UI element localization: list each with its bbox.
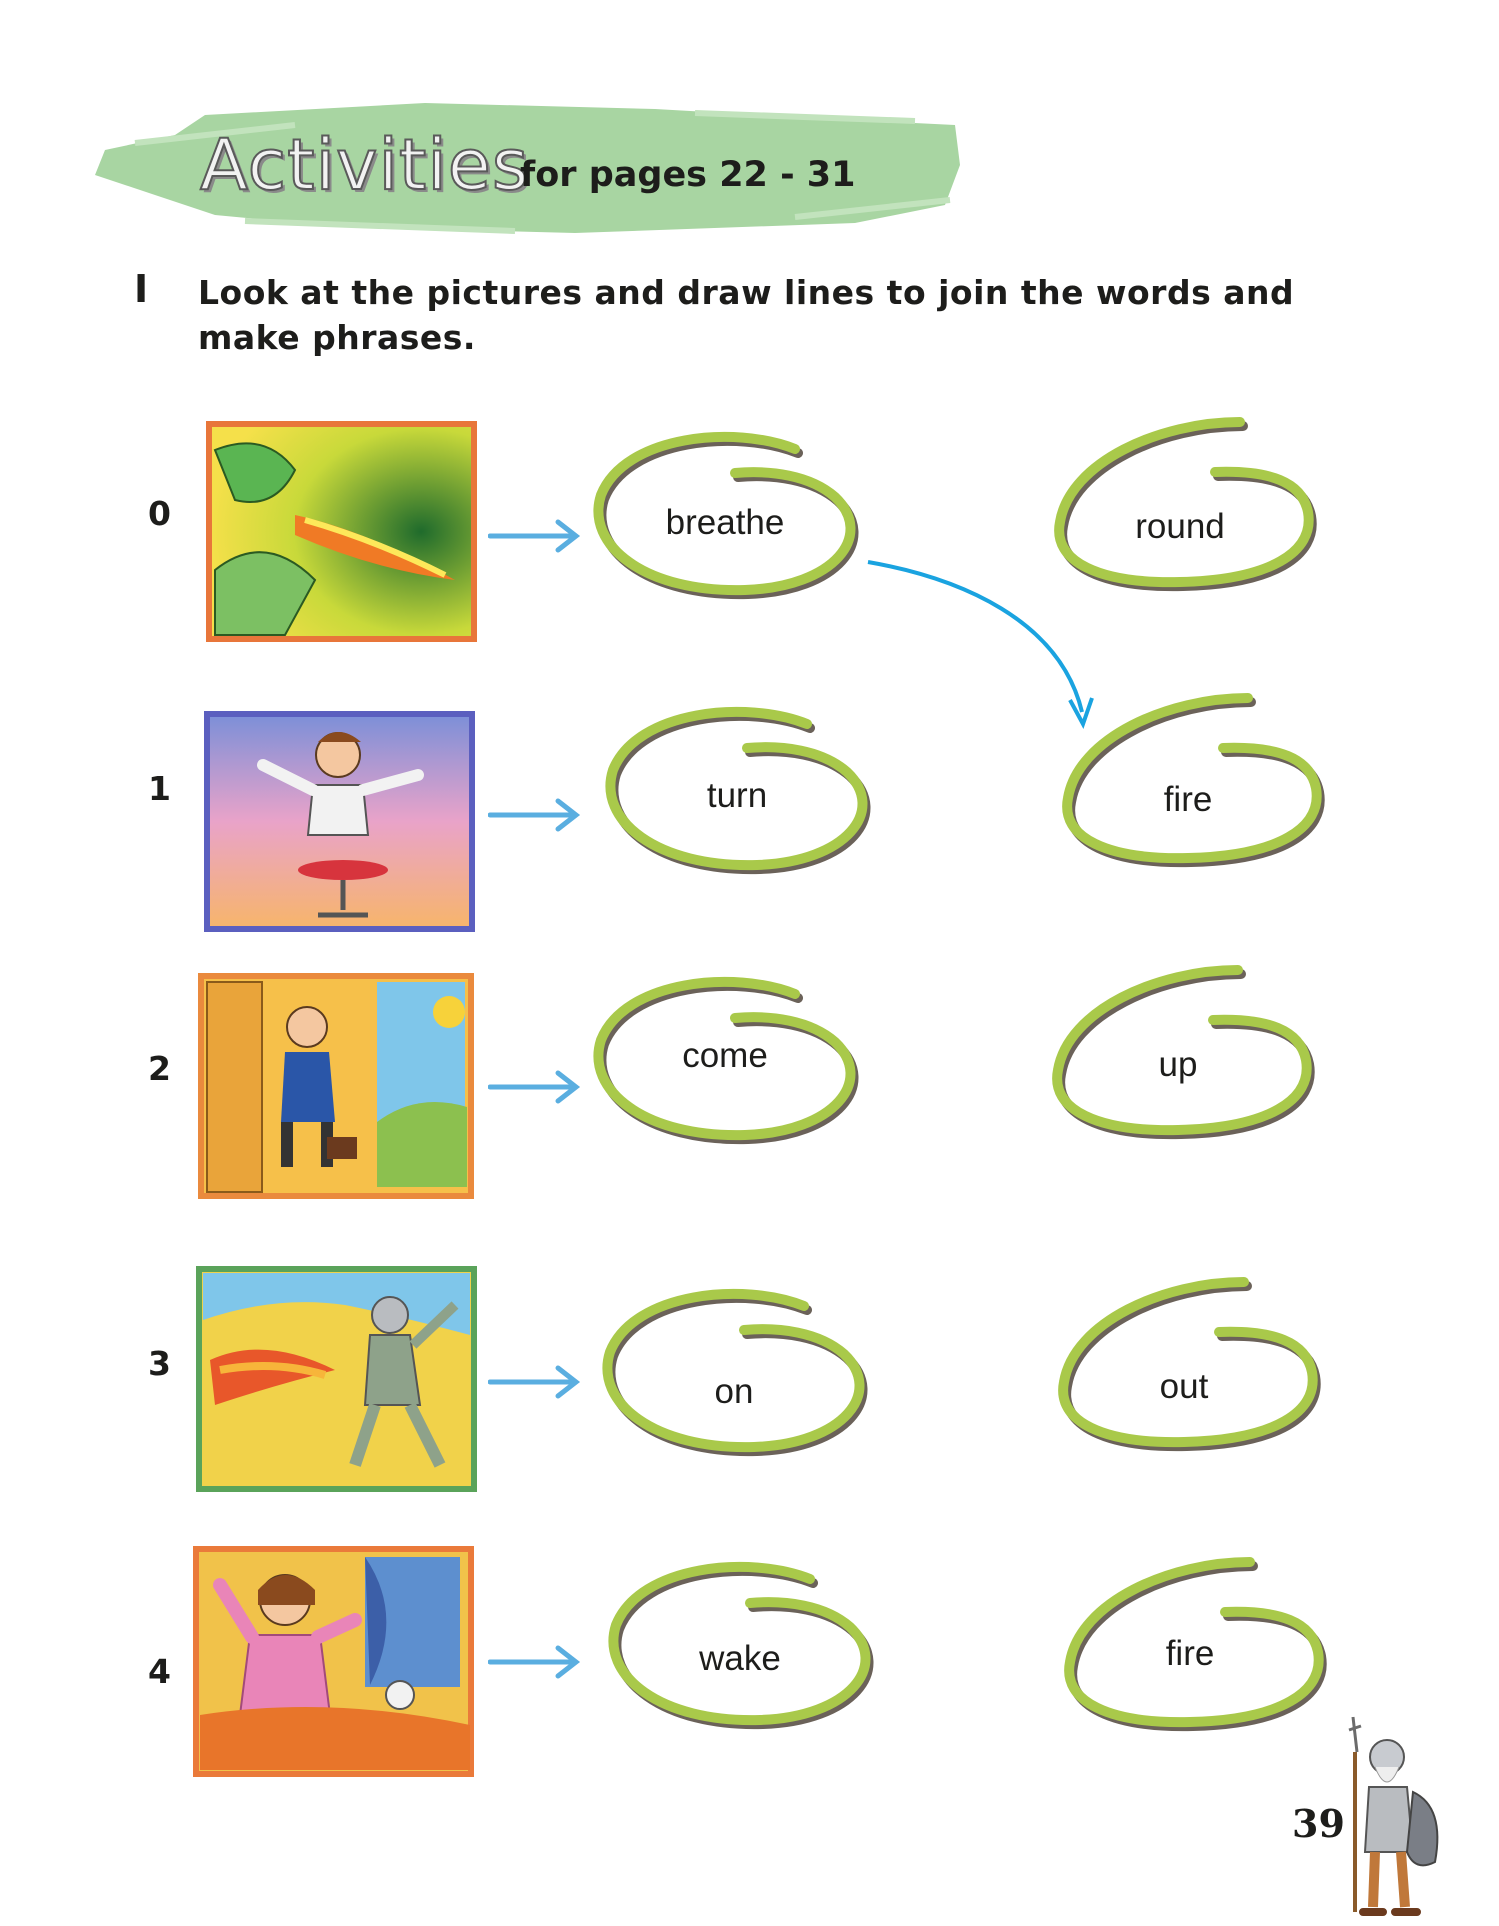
knight-mascot-icon [1335, 1712, 1450, 1922]
word-oval-turn[interactable] [597, 700, 877, 880]
word-oval-fire[interactable] [1048, 688, 1328, 868]
girl-waking-up-picture [190, 1545, 480, 1785]
boy-spinning-on-stool-picture [203, 710, 478, 935]
word-label: fire [1163, 780, 1213, 819]
word-oval-fire[interactable] [1050, 1552, 1330, 1732]
word-label: breathe [665, 503, 785, 542]
page-title: Activities [200, 124, 530, 206]
row-number: 1 [148, 769, 171, 808]
knight-on-fire-picture [195, 1265, 480, 1495]
word-label: fire [1165, 1634, 1215, 1673]
word-oval-wake[interactable] [600, 1555, 880, 1735]
arrow-right-icon [488, 1642, 588, 1682]
man-coming-through-door-picture [197, 972, 477, 1202]
page-number: 39 [1292, 1801, 1345, 1846]
exercise-instruction: Look at the pictures and draw lines to join the words and make phrases. [198, 273, 1295, 357]
row-number: 0 [148, 494, 171, 533]
word-label: up [1158, 1045, 1198, 1084]
row-number: 3 [148, 1344, 171, 1383]
row-number: 4 [148, 1652, 171, 1691]
word-label: out [1159, 1367, 1209, 1406]
dragon-breathing-fire-picture [205, 420, 480, 645]
word-oval-breathe[interactable] [585, 425, 865, 605]
arrow-right-icon [488, 1067, 588, 1107]
arrow-right-icon [488, 516, 588, 556]
word-label: on [714, 1372, 754, 1411]
word-label: come [682, 1036, 768, 1075]
exercise-number: I [134, 267, 149, 311]
word-oval-round[interactable] [1040, 412, 1320, 592]
word-oval-up[interactable] [1038, 960, 1318, 1140]
page-subtitle: for pages 22 - 31 [520, 155, 856, 195]
word-oval-on[interactable] [594, 1282, 874, 1462]
arrow-right-icon [488, 1362, 588, 1402]
word-label: wake [699, 1639, 781, 1678]
word-oval-out[interactable] [1044, 1272, 1324, 1452]
row-number: 2 [148, 1049, 171, 1088]
arrow-right-icon [488, 795, 588, 835]
word-label: turn [706, 776, 768, 815]
word-label: round [1135, 507, 1225, 546]
word-oval-come[interactable] [585, 970, 865, 1150]
